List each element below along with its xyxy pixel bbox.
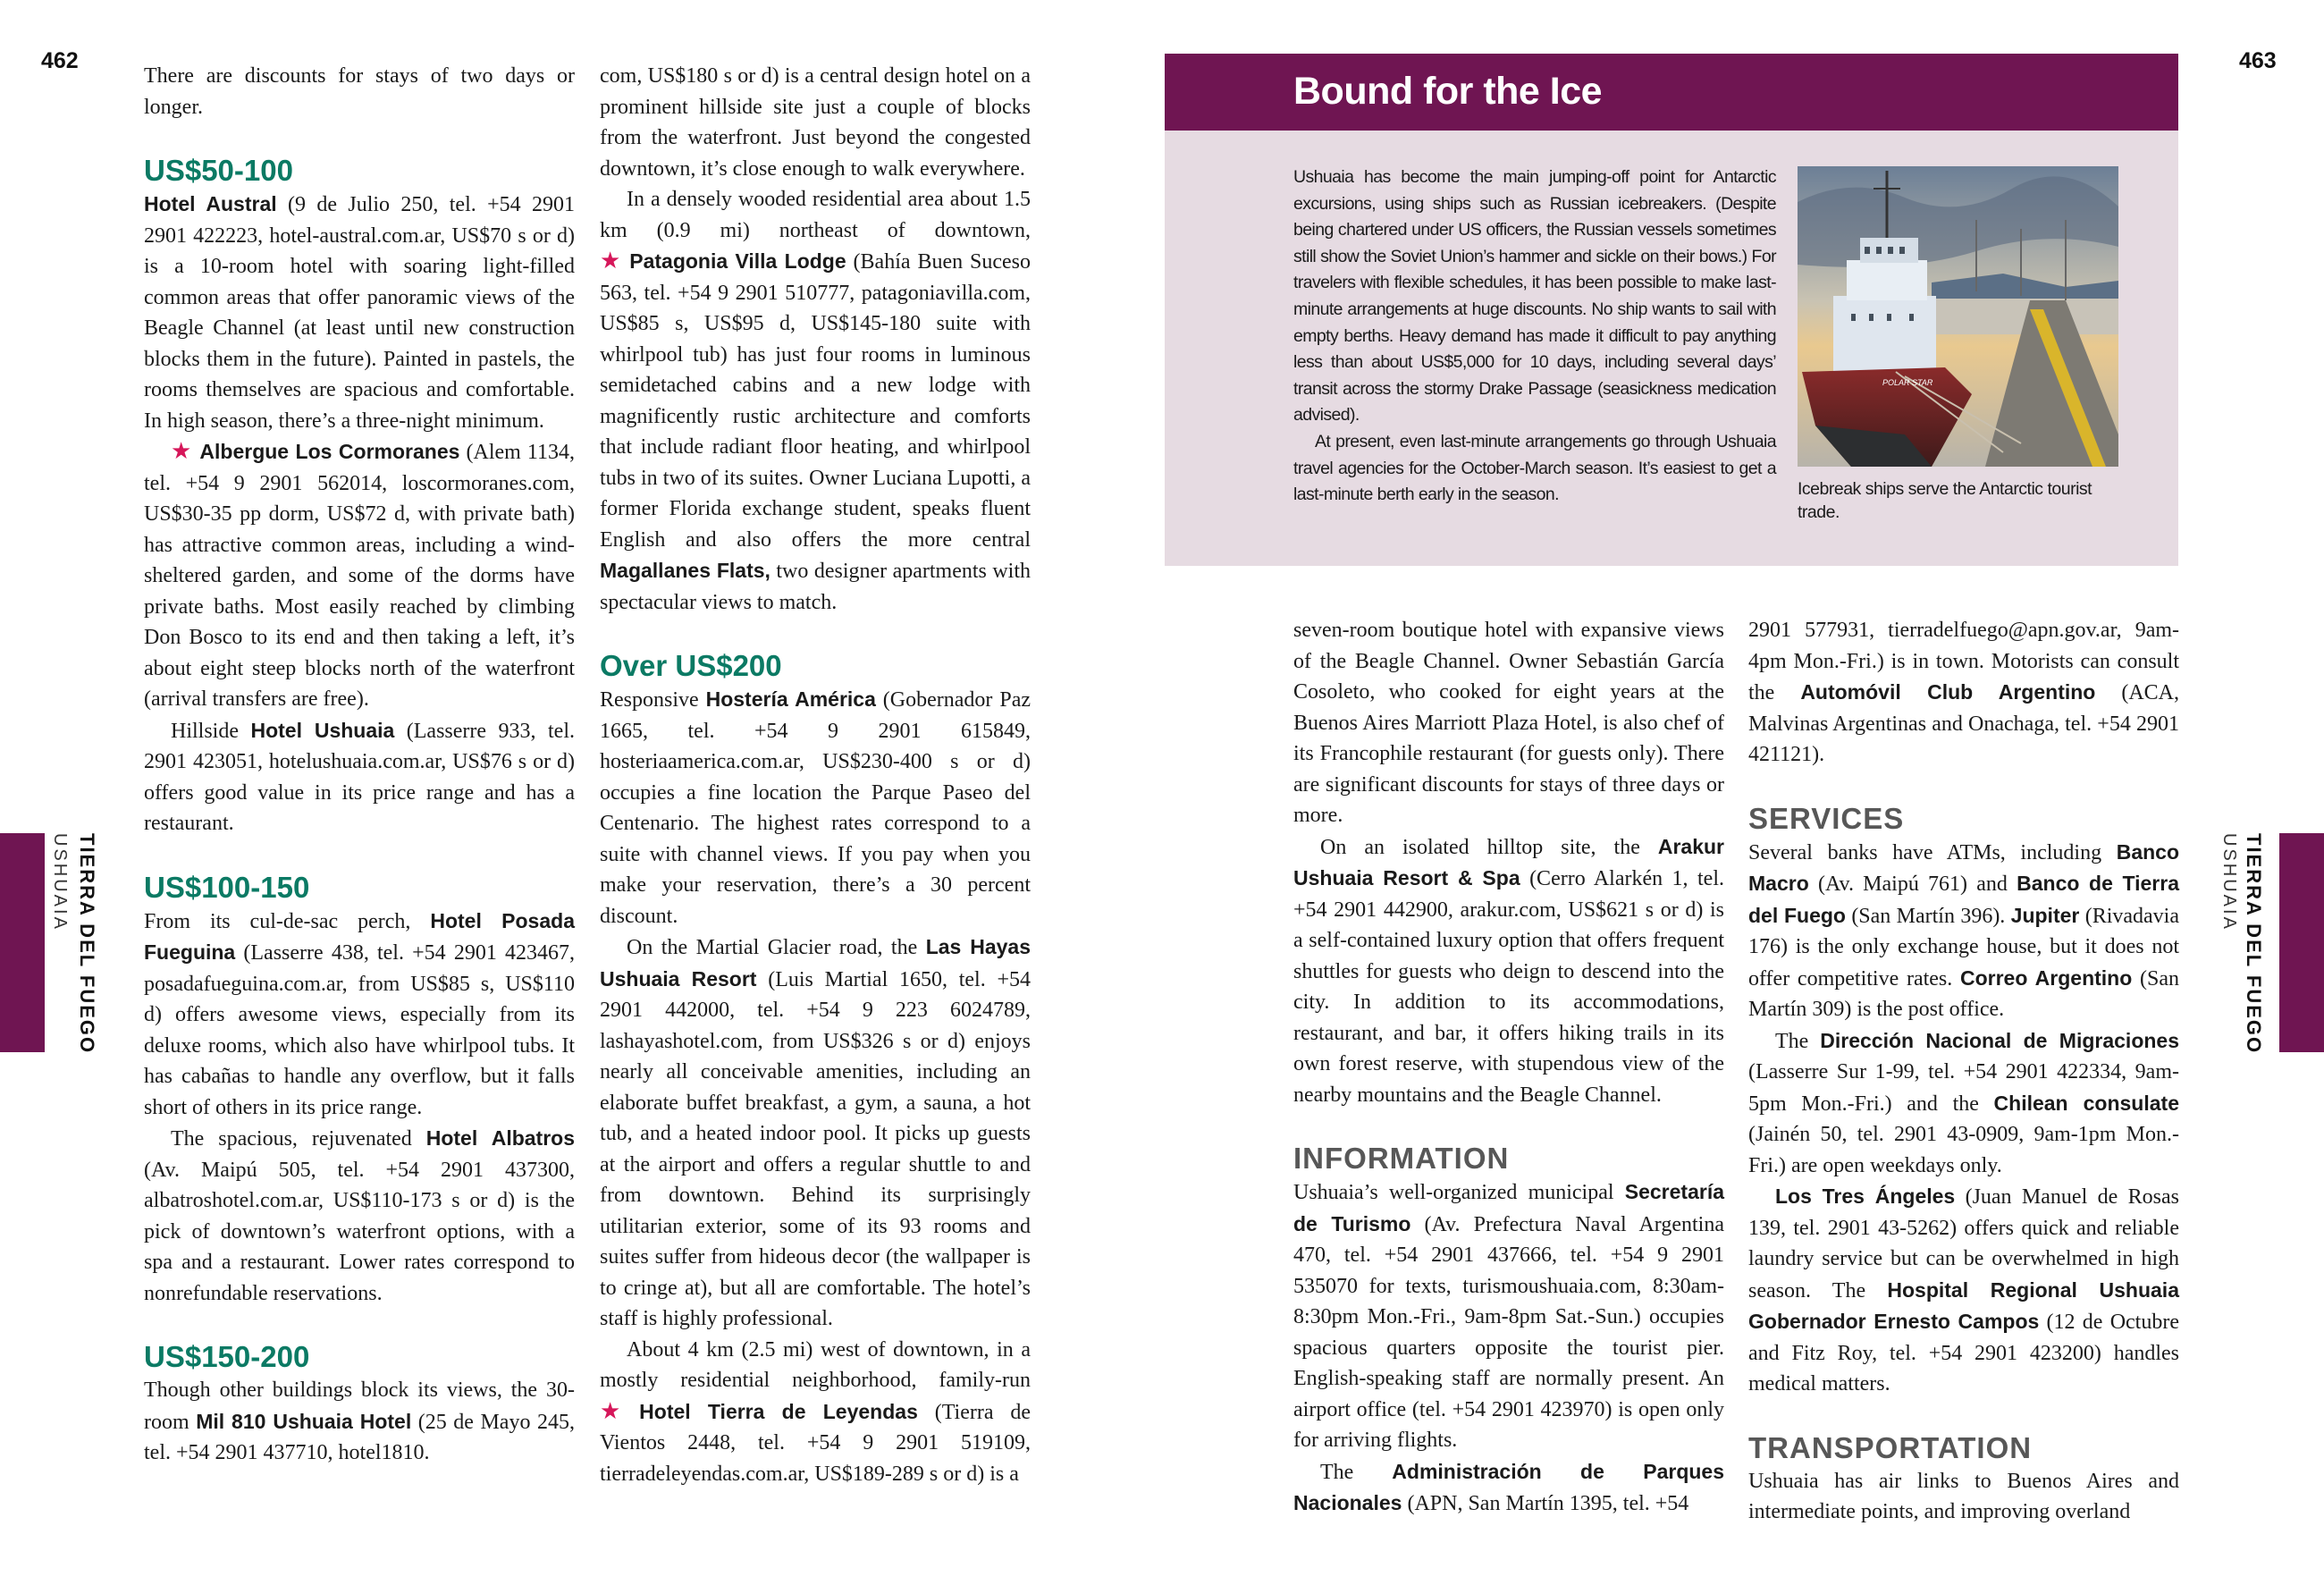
body-paragraph xyxy=(1293,1176,1724,1456)
listing-name: Patagonia Villa Lodge xyxy=(629,249,846,273)
body-paragraph xyxy=(1748,1466,2179,1528)
listing-name: Los Tres Ángeles xyxy=(1775,1185,1956,1208)
body-text: The xyxy=(1775,1029,1821,1053)
body-text: (Cerro Alarkén 1, tel. +54 2901 442900, arakur.com, US$621 s or d) is a self-contained luxury option that offers frequent shuttles for guests who deign to descend into the city. In addition to its accommodations, restaurant, and bar, it offers hiking trails in its own forest reserve, with stupendous view of the nearby mountains and the Beagle Channel. xyxy=(1293,867,1724,1107)
body-text: The xyxy=(1320,1460,1393,1484)
text-column-2 xyxy=(600,61,1031,1489)
listing-name: Magallanes Flats, xyxy=(600,559,770,582)
body-text: Ushuaia’s well-organized municipal xyxy=(1293,1181,1625,1204)
body-text: On the Martial Glacier road, the xyxy=(627,936,926,959)
ship-name-label: POLAR STAR xyxy=(1882,378,1933,387)
body-paragraph xyxy=(600,1335,1031,1490)
body-paragraph xyxy=(600,932,1031,1335)
body-text: (Lasserre 438, tel. +54 2901 423467, posadafueguina.com.ar, from US$85 s, US$110 d) offers awesome views, especially from its deluxe rooms, which also have whirlpool tubs. It has cabañas to handle any overflow, but it falls short of others in its price range. xyxy=(144,941,575,1119)
listing-name: Dirección Nacional de Migraciones xyxy=(1820,1028,2179,1052)
page-number-right: 463 xyxy=(2239,48,2277,73)
section-heading: INFORMATION xyxy=(1293,1142,1510,1175)
body-text: (Lasserre 933, tel. 2901 423051, hotelushuaia.com.ar, US$76 s or d) offers good value in its price range and has a restaurant. xyxy=(144,719,575,835)
listing-name: Hotel Albatros xyxy=(425,1126,576,1150)
body-paragraph xyxy=(144,906,575,1124)
body-paragraph xyxy=(144,1375,575,1469)
body-text: (San Martín 309) is the post office. xyxy=(1748,966,2180,1021)
body-text: (Tierra de Vientos 2448, tel. +54 9 2901 519109, tierradeleyendas.com.ar, US$189-289 s or d) is a xyxy=(600,1400,1031,1486)
body-text: In a densely wooded residential area about 1.5 km (0.9 mi) northeast of downtown, xyxy=(600,188,1031,242)
listing-name: Hospital Regional Ushuaia Gobernador Ernesto Campos xyxy=(1748,1277,2179,1333)
page-number-left: 462 xyxy=(41,48,79,73)
body-paragraph xyxy=(600,61,1031,184)
listing-name: Arakur Ushuaia Resort & Spa xyxy=(1293,834,1724,889)
listing-name: Correo Argentino xyxy=(1960,965,2133,990)
listing-name: Hotel Ushuaia xyxy=(250,718,395,742)
body-paragraph xyxy=(144,1123,575,1309)
section-label-left: TIERRA DEL FUEGO xyxy=(76,833,98,1055)
listing-name: Hostería América xyxy=(705,687,876,711)
body-text: (25 de Mayo 245, tel. +54 2901 437710, hotel1810. xyxy=(144,1410,575,1464)
section-heading: US$100-150 xyxy=(144,870,310,904)
section-tab-left xyxy=(0,833,45,1052)
listing-name: Automóvil Club Argentino xyxy=(1800,680,2096,704)
listing-name: Jupiter xyxy=(2010,903,2080,927)
body-paragraph xyxy=(144,715,575,839)
body-paragraph xyxy=(1293,1456,1724,1520)
listing-name: Las Hayas Ushuaia Resort xyxy=(600,935,1031,991)
section-heading: US$50-100 xyxy=(144,154,293,187)
body-text: (9 de Julio 250, tel. +54 2901 2901 422223, hotel-austral.com.ar, US$70 s or d) is a 10-room hotel with soaring light-filled common areas that offer panoramic views of the Beagle Channel (at least until new construction blocks them in the future). Painted in pastels, the rooms themselves are spacious and comfortable. In high season, there’s a three-night minimum. xyxy=(144,193,575,433)
body-text: (Lasserre Sur 1-99, tel. +54 2901 422334, 9am-5pm Mon.-Fri.) and the xyxy=(1748,1060,2179,1116)
text-column-3 xyxy=(1293,615,1724,1520)
body-text: There are discounts for stays of two days or longer. xyxy=(144,64,575,119)
body-paragraph xyxy=(1293,615,1724,831)
listing-name: Banco Macro xyxy=(1748,839,2179,895)
body-text: The spacious, rejuvenated xyxy=(171,1127,426,1151)
body-text: two designer apartments with spectacular views to match. xyxy=(600,560,1031,614)
listing-name: Mil 810 Ushuaia Hotel xyxy=(196,1409,412,1433)
body-paragraph xyxy=(1748,837,2179,1025)
section-heading: Over US$200 xyxy=(600,649,782,682)
body-text: (Av. Prefectura Naval Argentina 470, tel. +54 2901 437666, tel. +54 9 2901 535070 for texts, turismoushuaia.com, 8:30am-8:30pm Mon.-Fri., 9am-8pm Sat.-Sun.) occupies spacious quarters opposite the tourist pier. English-speaking staff are normally present. An airport office (tel. +54 2901 423970) is open only for arriving flights. xyxy=(1293,1212,1724,1452)
star-icon: ★ xyxy=(171,438,193,465)
listing-name: Albergue Los Cormoranes xyxy=(199,440,460,463)
photo-caption: Icebreak ships serve the Antarctic tourist trade. xyxy=(1798,479,2092,522)
section-label-right: TIERRA DEL FUEGO xyxy=(2243,833,2265,1055)
body-text: com, US$180 s or d) is a central design hotel on a prominent hillside site just a couple of blocks from the waterfront. Just beyond the congested downtown, it’s close enough to walk everywhere. xyxy=(600,64,1031,181)
body-text: (ACA, Malvinas Argentinas and Onachaga, tel. +54 2901 421121). xyxy=(1748,681,2179,766)
section-heading: US$150-200 xyxy=(144,1340,310,1373)
body-text: Hillside xyxy=(171,719,251,743)
icebreaker-ship-photo xyxy=(1798,166,2118,467)
star-icon: ★ xyxy=(600,248,623,274)
section-tab-right xyxy=(2279,833,2324,1052)
sidebar-box xyxy=(1165,54,2178,566)
body-text: Several banks have ATMs, including xyxy=(1748,840,2117,864)
body-paragraph xyxy=(1748,1181,2179,1400)
body-paragraph xyxy=(600,684,1031,932)
body-text: (Gobernador Paz 1665, tel. +54 9 2901 615849, hosteriaamerica.com.ar, US$230-400 s or d) occupies a fine location the Parque Paseo del Centenario. The highest rates correspond to a suite with channel views. If you pay when you make your reservation, there’s a 30 percent discount. xyxy=(600,688,1031,928)
body-text: About 4 km (2.5 mi) west of downtown, in a mostly residential neighborhood, family-run xyxy=(600,1337,1031,1392)
body-text: (Av. Maipú 505, tel. +54 2901 437300, albatroshotel.com.ar, US$110-173 s or d) is the pick of downtown’s waterfront options, with a spa and a restaurant. Lower rates correspond to nonrefundable reservations. xyxy=(144,1158,575,1305)
body-paragraph xyxy=(144,189,575,436)
body-text: Ushuaia has air links to Buenos Aires and intermediate points, and improving overland xyxy=(1748,1469,2179,1523)
section-heading: TRANSPORTATION xyxy=(1748,1430,2033,1464)
body-text: (APN, San Martín 1395, tel. +54 xyxy=(1402,1492,1689,1515)
body-text: 2901 577931, tierradelfuego@apn.gov.ar, 9am-4pm Mon.-Fri.) is in town. Motorists can consult the xyxy=(1748,619,2179,704)
body-text: (Av. Maipú 761) and xyxy=(1808,873,2017,896)
body-text: seven-room boutique hotel with expansive views of the Beagle Channel. Owner Sebastián García Cosoleto, who cooked for eight years at the Buenos Aires Marriott Plaza Hotel, is also chef of its Francophile restaurant (for guests only). There are significant discounts for stays of three days or more. xyxy=(1293,619,1724,827)
body-paragraph xyxy=(1748,615,2179,771)
listing-name: Hotel Tierra de Leyendas xyxy=(639,1399,918,1423)
body-text: (Juan Manuel de Rosas 139, tel. 2901 43-5262) offers quick and reliable laundry service but can be overwhelmed in high season. The xyxy=(1748,1185,2179,1303)
body-text: (Alem 1134, tel. +54 9 2901 562014, loscormoranes.com, US$30-35 pp dorm, US$72 d, with private bath) has attractive common areas, including a wind-sheltered garden, and some of the dorms have private baths. Most easily reached by climbing Don Bosco to its end and then taking a left, it’s about eight steep blocks north of the waterfront (arrival transfers are free). xyxy=(144,441,576,711)
body-text: (Rivadavia 176) is the only exchange house, but it does not offer competitive rates. xyxy=(1748,904,2179,991)
body-paragraph xyxy=(144,61,575,122)
sidebar-paragraph: Ushuaia has become the main jumping-off point for Antarctic excursions, using ships such as Russian icebreakers. (Despite being chartered under US officers, the Russian vessels sometimes still show the Soviet Union’s hammer and sickle on their bows.) For travelers with flexible schedules, it has been possible to make last-minute arrangements at huge discounts. No ship wants to sail with empty berths. Heavy demand has made it difficult to pay anything less than about US$5,000 for 10 days, including several days’ transit across the stormy Drake Passage (seasickness medication advised). xyxy=(1293,167,1776,426)
text-column-1 xyxy=(144,61,575,1469)
subsection-label-right: USHUAIA xyxy=(2219,833,2239,932)
listing-name: Hotel Austral xyxy=(144,192,277,215)
sidebar-body xyxy=(1293,164,1776,509)
listing-name: Administración de Parques Nacionales xyxy=(1293,1459,1724,1514)
body-paragraph xyxy=(144,436,575,715)
body-text: On an isolated hilltop site, the xyxy=(1320,835,1658,859)
sidebar-paragraph: At present, even last-minute arrangements go through Ushuaia travel agencies for the October-March season. It’s easiest to get a last-minute berth early in the season. xyxy=(1293,431,1776,505)
body-paragraph xyxy=(600,184,1031,618)
section-heading: SERVICES xyxy=(1748,801,1905,835)
body-paragraph xyxy=(1293,831,1724,1111)
body-paragraph xyxy=(1748,1025,2179,1182)
body-text: (Luis Martial 1650, tel. +54 2901 442000, tel. +54 9 223 6024789, lashayashotel.com, from US$326 s or d) enjoys nearly all conceivable amenities, including an elaborate buffet breakfast, a gym, a sauna, a hot tub, and a heated indoor pool. It picks up guests at the airport and offers a regular shuttle to and from downtown. Behind its surprisingly utilitarian exterior, some of its 93 rooms and suites suffer from hideous decor (the wallpaper is to cringe at), but all are comfortable. The hotel’s staff is highly professional. xyxy=(600,967,1031,1330)
listing-name: Hotel Posada Fueguina xyxy=(144,908,575,964)
body-text: Though other buildings block its views, the 30-room xyxy=(144,1378,575,1434)
text-column-4 xyxy=(1748,615,2179,1528)
listing-name: Secretaría de Turismo xyxy=(1293,1180,1724,1235)
sidebar-header xyxy=(1165,54,2178,131)
star-icon: ★ xyxy=(600,1397,633,1425)
body-text: (Bahía Buen Suceso 563, tel. +54 9 2901 510777, patagoniavilla.com, US$85 s, US$95 d, US$145-180 suite with whirlpool tub) has just four rooms in luminous semidetached cabins and a new lodge with magnificently rustic architecture and comforts that include radiant floor heating, and whirlpool tubs in two of its suites. Owner Luciana Lupotti, a former Florida exchange student, speaks fluent English and also offers the more central xyxy=(600,250,1031,552)
sidebar-title: Bound for the Ice xyxy=(1293,70,1603,113)
body-text: (San Martín 396). xyxy=(1845,904,2011,928)
listing-name: Chilean consulate xyxy=(1993,1091,2179,1115)
body-text: (12 de Octubre and Fitz Roy, tel. +54 2901 423200) handles medical matters. xyxy=(1748,1311,2179,1395)
body-text: From its cul-de-sac perch, xyxy=(144,909,431,933)
subsection-label-left: USHUAIA xyxy=(50,833,70,932)
body-text: Responsive xyxy=(600,688,706,712)
body-text: (Jainén 50, tel. 2901 43-0909, 9am-1pm Mon.-Fri.) are open weekdays only. xyxy=(1748,1123,2179,1177)
listing-name: Banco de Tierra del Fuego xyxy=(1748,872,2179,927)
